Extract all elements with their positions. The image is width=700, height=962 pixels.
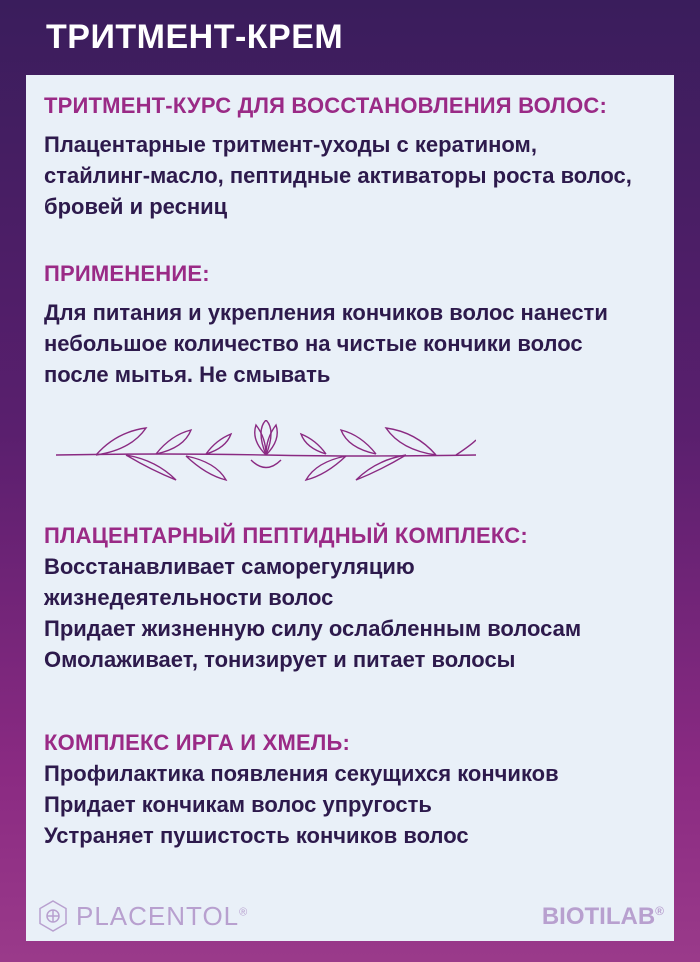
body-line: Омолаживает, тонизирует и питает волосы	[44, 647, 516, 672]
section-heading: ПРИМЕНЕНИЕ:	[44, 261, 210, 286]
biotilab-logo	[542, 903, 664, 931]
placentol-wordmark	[76, 901, 248, 932]
section-body	[44, 129, 664, 222]
section-heading: ПЛАЦЕНТАРНЫЙ ПЕПТИДНЫЙ КОМПЛЕКС:	[44, 523, 528, 548]
body-line: Устраняет пушистость кончиков волос	[44, 823, 469, 848]
section-treatment-course	[44, 93, 664, 222]
body-line: бровей и ресниц	[44, 194, 228, 219]
body-line: Для питания и укрепления кончиков волос нанести	[44, 300, 608, 325]
body-line: Восстанавливает саморегуляцию	[44, 554, 415, 579]
section-heading: ТРИТМЕНТ-КУРС ДЛЯ ВОССТАНОВЛЕНИЯ ВОЛОС:	[44, 93, 607, 118]
body-line: стайлинг-масло, пептидные активаторы роста волос,	[44, 163, 632, 188]
floral-branch-icon	[56, 420, 476, 490]
body-line: Профилактика появления секущихся кончиков	[44, 761, 559, 786]
section-heading: КОМПЛЕКС ИРГА И ХМЕЛЬ:	[44, 730, 351, 755]
body-line: небольшое количество на чистые кончики волос	[44, 331, 583, 356]
registered-mark: ®	[655, 904, 664, 918]
biotilab-name: BIOTILAB	[541, 903, 656, 930]
page-title: ТРИТМЕНТ-КРЕМ	[46, 18, 344, 56]
info-card	[26, 75, 674, 941]
body-line: после мытья. Не смывать	[44, 362, 331, 387]
section-body	[44, 551, 664, 675]
section-body	[44, 758, 664, 851]
section-irga-hop-complex	[44, 730, 664, 851]
section-peptide-complex	[44, 523, 664, 675]
body-line: Плацентарные тритмент-уходы с кератином,	[44, 132, 537, 157]
body-line: Придает кончикам волос упругость	[44, 792, 432, 817]
registered-mark: ®	[239, 905, 249, 918]
placentol-name: PLACENTOL	[76, 900, 240, 931]
body-line: жизнедеятельности волос	[44, 585, 334, 610]
placentol-logo-icon	[36, 899, 70, 933]
placentol-logo	[36, 899, 248, 933]
body-line: Придает жизненную силу ослабленным волосам	[44, 616, 582, 641]
section-body	[44, 297, 664, 390]
section-usage	[44, 261, 664, 390]
